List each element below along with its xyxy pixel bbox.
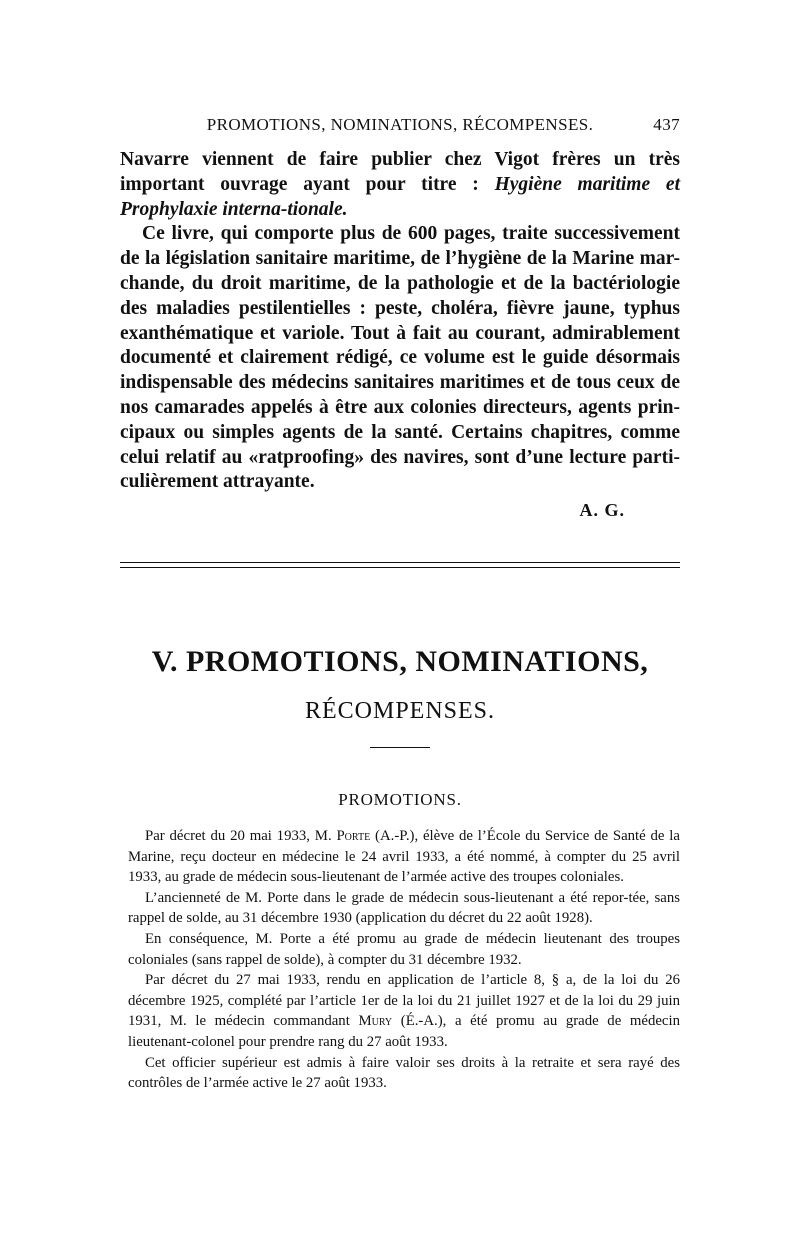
person-name-porte: Porte [336, 828, 371, 844]
body-paragraph-2: L’ancienneté de M. Porte dans le grade de médecin sous-lieutenant a été repor-tée, sans rappel de solde, au 31 décembre 1930 (application du décret du 22 août 1928). [128, 889, 680, 927]
body-paragraph-3: En conséquence, M. Porte a été promu au grade de médecin lieutenant des troupes coloniales (sans rappel de solde), à compter du 31 décembre 1932. [128, 930, 680, 968]
person-name-mury: Mury [358, 1013, 393, 1030]
section-divider [120, 562, 680, 568]
review-paragraph-1 [120, 148, 680, 222]
p4-text-b: (É.-A.), a été promu au grade de médecin lieutenant-colonel pour prendre rang du 27 août 1933. [128, 1013, 681, 1050]
section-title: V. PROMOTIONS, NOMINATIONS, [151, 645, 649, 678]
book-title: Hygiène maritime et Prophylaxie interna-tionale. [120, 173, 680, 220]
title-rule [370, 747, 430, 748]
p1-text-b: (A.-P.), élève de l’École du Service de Santé de la Marine, reçu docteur en médecine le 24 avril 1933, a été nommé, à compter du 25 avril 1933, au grade de médecin sous-lieutenant de l’armée active des troupes coloniales. [128, 828, 680, 886]
book-review [120, 148, 680, 495]
running-head [120, 115, 680, 135]
body-paragraph-4 [128, 970, 680, 1052]
section-subtitle: RÉCOMPENSES. [304, 698, 496, 724]
p4-text-a: Par décret du 27 mai 1933, rendu en application de l’article 8, § a, de la loi du 26 décembre 1925, complété par l’article 1er de la loi du 21 juillet 1927 et de la loi du 29 juin 1931, M. le médecin commandant [128, 972, 680, 1030]
running-head-title: PROMOTIONS, NOMINATIONS, RÉCOMPENSES. [206, 115, 594, 134]
body-paragraph-1 [128, 826, 680, 888]
body-paragraph-5: Cet officier supérieur est admis à faire valoir ses droits à la retraite et sera rayé des contrôles de l’armée active le 27 août 1933. [128, 1054, 680, 1092]
review-paragraph-2: Ce livre, qui comporte plus de 600 pages, traite successivement de la législation sanitaire maritime, de l’hygiène de la Marine mar-chande, du droit maritime, de la pathologie et de la bactériologie des maladies pestilentielles : peste, choléra, fièvre jaune, typhus exanthématique et variole. Tout à fait au courant, admirablement documenté et clairement rédigé, ce volume est le guide désormais indispensable des médecins sanitaires maritimes et de tous ceux de nos camarades appelés à être aux colonies directeurs, agents prin-cipaux ou simples agents de la santé. Certains chapitres, comme celui relatif au «ratproofing» des navires, sont d’une lecture parti-culièrement attrayante. [120, 223, 680, 493]
review-signature: A. G. [579, 500, 625, 520]
promotions-body [128, 826, 680, 1094]
sub-heading-promotions: PROMOTIONS. [338, 790, 462, 809]
p1-text-a: Par décret du 20 mai 1933, M. [145, 828, 337, 844]
review-p1-text: Navarre viennent de faire publier chez Vigot frères un très important ouvrage ayant pour titre : [120, 149, 680, 195]
page-number: 437 [653, 115, 680, 134]
